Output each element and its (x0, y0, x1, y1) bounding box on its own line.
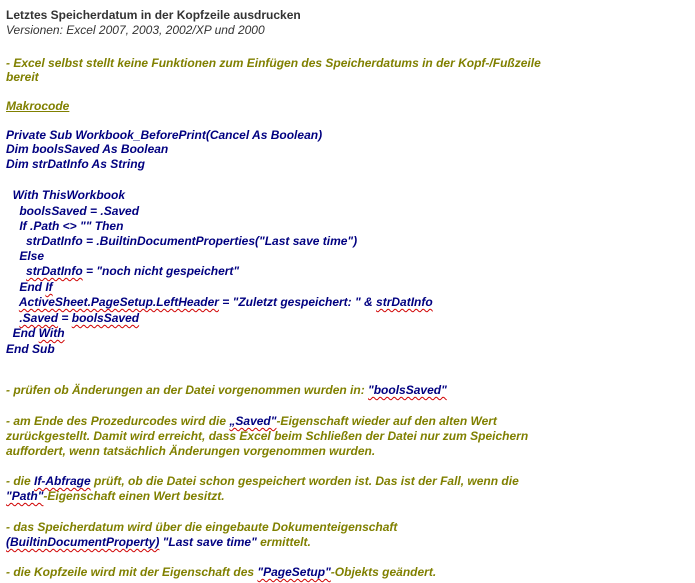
note-2-line-1 (6, 414, 686, 429)
page-title: Letztes Speicherdatum in der Kopfzeile ausdrucken (6, 8, 301, 22)
code-line (6, 311, 686, 326)
code-line: boolsSaved = .Saved (6, 204, 140, 218)
note-text: - die Kopfzeile wird mit der Eigenschaft des (6, 565, 258, 579)
code-token: .Saved (19, 311, 59, 325)
code-line (6, 280, 686, 295)
code-token: boolsSaved (71, 311, 140, 325)
note-code-ref: "PageSetup" (257, 565, 331, 579)
note-text: -Eigenschaft einen Wert besitzt. (43, 489, 225, 503)
versions-line: Versionen: Excel 2007, 2003, 2002/XP und 2000 (6, 23, 265, 37)
code-line: If .Path <> "" Then (6, 219, 124, 233)
note-text: prüft, ob die Datei schon gespeichert worden ist. Das ist der Fall, wenn die (90, 474, 519, 488)
note-code-ref: If-Abfrage (34, 474, 91, 488)
note-code-ref: „Saved" (229, 414, 277, 428)
code-line (6, 326, 686, 341)
note-text: - prüfen ob Änderungen an der Datei vorgenommen wurden in: (6, 383, 369, 397)
intro-line-1: - Excel selbst stellt keine Funktionen zum Einfügen des Speicherdatums in der Kopf-/Fußzeile (6, 56, 541, 70)
note-1 (6, 383, 686, 398)
code-token: strDatInfo (376, 295, 433, 309)
note-text: ermittelt. (256, 535, 311, 549)
code-token: = "noch nicht gespeichert" (82, 264, 240, 278)
code-line: Dim strDatInfo As String (6, 157, 145, 171)
note-text: -Objekts geändert. (330, 565, 437, 579)
code-token: ActiveSheet.PageSetup.LeftHeader (18, 295, 219, 309)
code-token: End (6, 326, 39, 340)
note-2-line-2: zurückgestellt. Damit wird erreicht, dass Excel beim Schließen der Datei nur zum Speichern (6, 429, 529, 443)
code-token (6, 311, 19, 325)
code-token: With (38, 326, 65, 340)
note-code-ref: "boolsSaved" (368, 383, 447, 397)
code-line: strDatInfo = .BuiltinDocumentProperties("Last save time") (6, 234, 358, 248)
note-3-line-1 (6, 474, 686, 489)
note-4-line-2 (6, 535, 686, 550)
note-text: -Eigenschaft wieder auf den alten Wert (276, 414, 497, 428)
code-token: End (6, 280, 46, 294)
code-line: End Sub (6, 342, 55, 356)
code-line: Private Sub Workbook_BeforePrint(Cancel As Boolean) (6, 128, 323, 142)
intro-line-2: bereit (6, 70, 39, 84)
note-code-ref: (BuiltinDocumentProperty) (6, 535, 160, 549)
note-3-line-2 (6, 489, 686, 504)
note-code-ref: "Last save time" (159, 535, 257, 549)
code-token: = "Zuletzt gespeichert: " & (218, 295, 377, 309)
code-token: strDatInfo (26, 264, 83, 278)
note-code-ref: "Path" (6, 489, 44, 503)
note-4-line-1: - das Speicherdatum wird über die eingebaute Dokumenteigenschaft (6, 520, 398, 534)
code-token: If (45, 280, 53, 294)
note-2-line-3: auffordert, wenn tatsächlich Änderungen vorgenommen wurden. (6, 444, 376, 458)
makro-heading: Makrocode (6, 99, 70, 113)
code-line: Else (6, 249, 45, 263)
code-token (6, 264, 26, 278)
code-token (6, 295, 19, 309)
note-5 (6, 565, 686, 580)
code-line (6, 264, 686, 279)
note-text: - die (6, 474, 35, 488)
code-line: Dim boolsSaved As Boolean (6, 142, 169, 156)
note-text: - am Ende des Prozedurcodes wird die (6, 414, 230, 428)
code-token: = (58, 311, 72, 325)
code-line: With ThisWorkbook (6, 188, 125, 202)
code-line (6, 295, 686, 310)
